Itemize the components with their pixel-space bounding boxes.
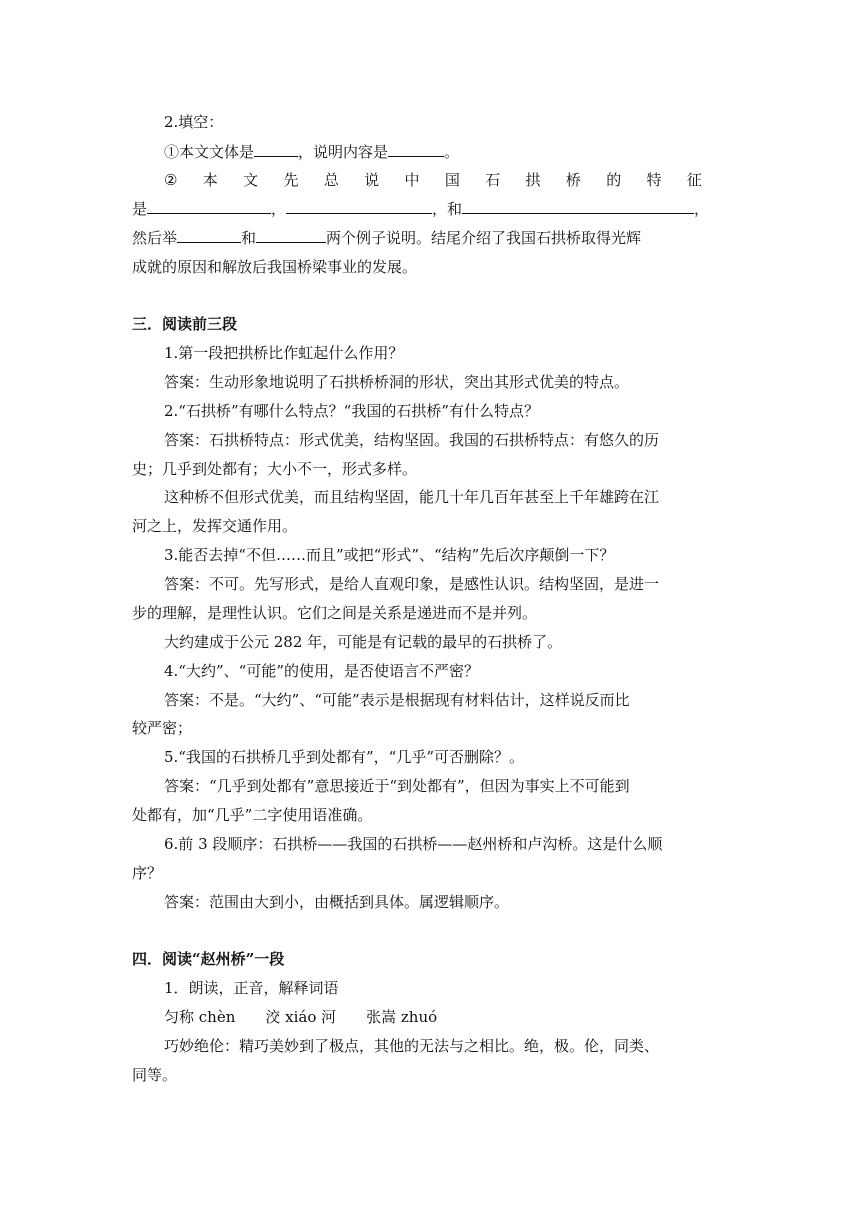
paragraph-line: 序？ [132, 864, 163, 882]
section-3-heading: 三．阅读前三段 [132, 315, 238, 333]
answer-blank [462, 199, 694, 214]
answer-blank [388, 142, 444, 157]
paragraph-line: 步的理解，是理性认识。它们之间是关系是递进而不是并列。 [132, 604, 538, 622]
fill-in-question-2-line-3: 然后举 和 两个例子说明。结尾介绍了我国石拱桥取得光辉 [132, 229, 642, 247]
paragraph-line: 匀称 chèn 洨 xiáo 河 张嵩 zhuó [164, 1008, 438, 1026]
paragraph-line: 4.“大约”、“可能”的使用，是否使语言不严密？ [164, 662, 479, 680]
fill-in-question-2-line-4: 成就的原因和解放后我国桥梁事业的发展。 [132, 258, 418, 276]
paragraph-line: 处都有，加“几乎”二字使用语准确。 [132, 806, 373, 824]
fill-in-question-2: ② 本 文 先 总 说 中 国 石 拱 桥 的 特 征 [164, 171, 702, 189]
paragraph-line: 大约建成于公元 282 年，可能是有记载的最早的石拱桥了。 [164, 633, 563, 651]
answer-blank [254, 142, 298, 157]
fill-in-title: 2.填空： [164, 113, 224, 131]
paragraph-line: 1．朗读，正音，解释词语 [164, 979, 339, 997]
answer-blank [286, 199, 432, 214]
paragraph-line: 答案：范围由大到小，由概括到具体。属逻辑顺序。 [164, 893, 510, 911]
paragraph-line: 巧妙绝伦：精巧美妙到了极点，其他的无法与之相比。绝，极。伦，同类、 [164, 1037, 660, 1055]
paragraph-line: 较严密； [132, 719, 193, 737]
paragraph-line: 答案：不可。先写形式，是给人直观印象，是感性认识。结构坚固，是进一 [164, 575, 660, 593]
paragraph-line: 答案：“几乎到处都有”意思接近于“到处都有”，但因为事实上不可能到 [164, 777, 630, 795]
answer-blank [256, 228, 326, 243]
paragraph-line: 2.“石拱桥”有哪什么特点？“我国的石拱桥”有什么特点？ [164, 402, 539, 420]
fill-in-question-1: ①本文文体是 ，说明内容是 。 [164, 143, 460, 161]
paragraph-line: 河之上，发挥交通作用。 [132, 517, 298, 535]
section-4-heading: 四．阅读“赵州桥”一段 [132, 950, 285, 968]
fill-in-question-2-line-2: 是 ， ，和 ， [132, 200, 710, 218]
paragraph-line: 同等。 [132, 1066, 178, 1084]
paragraph-line: 5.“我国的石拱桥几乎到处都有”，“几乎”可否删除？。 [164, 748, 524, 766]
paragraph-line: 3.能否去掉“不但……而且”或把“形式”、“结构”先后次序颠倒一下？ [164, 546, 615, 564]
paragraph-line: 答案：石拱桥特点：形式优美，结构坚固。我国的石拱桥特点：有悠久的历 [164, 431, 660, 449]
paragraph-line: 答案：不是。“大约”、“可能”表示是根据现有材料估计，这样说反而比 [164, 691, 630, 709]
paragraph-line: 1.第一段把拱桥比作虹起什么作用？ [164, 344, 404, 362]
paragraph-line: 答案：生动形象地说明了石拱桥桥洞的形状，突出其形式优美的特点。 [164, 373, 630, 391]
paragraph-line: 这种桥不但形式优美，而且结构坚固，能几十年几百年甚至上千年雄跨在江 [164, 488, 660, 506]
paragraph-line: 6.前 3 段顺序：石拱桥——我国的石拱桥——赵州桥和卢沟桥。这是什么顺 [164, 835, 663, 853]
paragraph-line: 史；几乎到处都有；大小不一，形式多样。 [132, 460, 418, 478]
answer-blank [147, 199, 271, 214]
answer-blank [177, 228, 241, 243]
